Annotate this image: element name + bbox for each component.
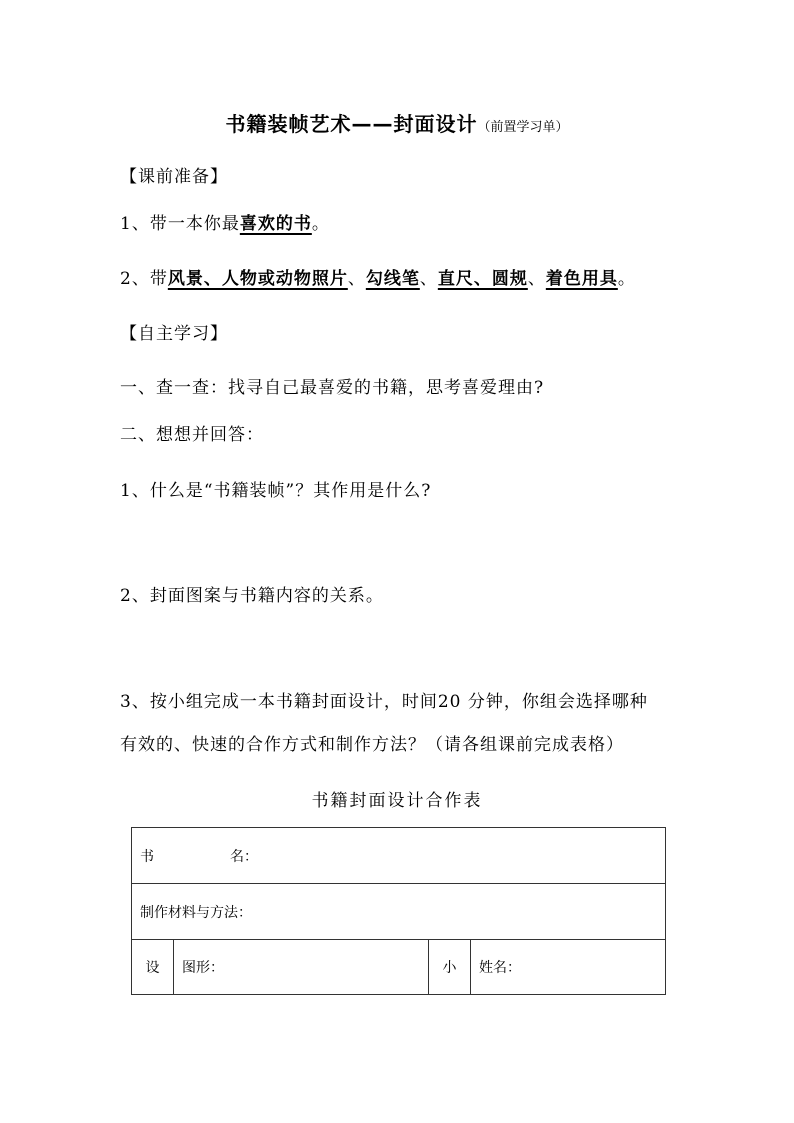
question-3-line-1: 3、按小组完成一本书籍封面设计，时间20 分钟，你组会选择哪种 <box>120 692 648 712</box>
table-row-book-name <box>132 828 666 884</box>
shape-label: 图形： <box>182 960 224 976</box>
name-cell[interactable] <box>471 940 666 995</box>
prep-item-2-prefix: 2、带 <box>120 269 168 289</box>
question-think: 二、想想并回答： <box>120 425 264 445</box>
name-label: 姓名： <box>479 960 521 976</box>
book-label-a: 书 <box>140 848 154 865</box>
question-1: 1、什么是“书籍装帧”？其作用是什么? <box>120 481 432 501</box>
prep-item-2-emphasis-4: 着色用具 <box>545 269 618 289</box>
question-2: 2、封面图案与书籍内容的关系。 <box>120 586 384 606</box>
title-note: （前置学习单） <box>477 120 569 135</box>
question-3-line-2: 有效的、快速的合作方式和制作方法？（请各组课前完成表格） <box>120 735 624 755</box>
shape-cell[interactable] <box>174 940 429 995</box>
prep-item-2 <box>120 264 636 289</box>
table-row-materials <box>132 884 666 940</box>
book-name-cell[interactable] <box>132 828 666 884</box>
materials-label: 制作材料与方法： <box>140 904 252 921</box>
prep-heading: 【课前准备】 <box>120 167 228 187</box>
title-text: 书籍装帧艺术——封面设计 <box>225 112 478 136</box>
cooperation-table <box>131 827 666 995</box>
prep-item-2-emphasis-2: 勾线笔 <box>365 269 420 289</box>
group-label-cell <box>429 940 471 995</box>
prep-item-2-suffix: 。 <box>617 269 636 289</box>
prep-item-2-sep-3: 、 <box>527 269 546 289</box>
design-label-cell <box>132 940 174 995</box>
self-study-heading: 【自主学习】 <box>120 324 228 344</box>
table-caption: 书籍封面设计合作表 <box>311 791 483 811</box>
design-label: 设 <box>145 960 160 976</box>
group-label: 小 <box>442 960 457 976</box>
table-row-design <box>132 940 666 995</box>
prep-item-2-emphasis-3: 直尺、圆规 <box>437 269 528 289</box>
prep-item-2-sep-2: 、 <box>419 269 438 289</box>
prep-item-1-emphasis: 喜欢的书 <box>239 214 312 234</box>
prep-item-2-emphasis-1: 风景、人物或动物照片 <box>167 269 348 289</box>
page-title <box>0 108 794 137</box>
materials-cell[interactable] <box>132 884 666 940</box>
prep-item-2-sep-1: 、 <box>347 269 366 289</box>
prep-item-1-suffix: 。 <box>311 214 330 234</box>
book-label-b: 名： <box>230 848 258 865</box>
prep-item-1 <box>120 209 330 234</box>
question-check: 一、查一查：找寻自己最喜爱的书籍，思考喜爱理由? <box>120 378 545 398</box>
prep-item-1-prefix: 1、带一本你最 <box>120 214 240 234</box>
